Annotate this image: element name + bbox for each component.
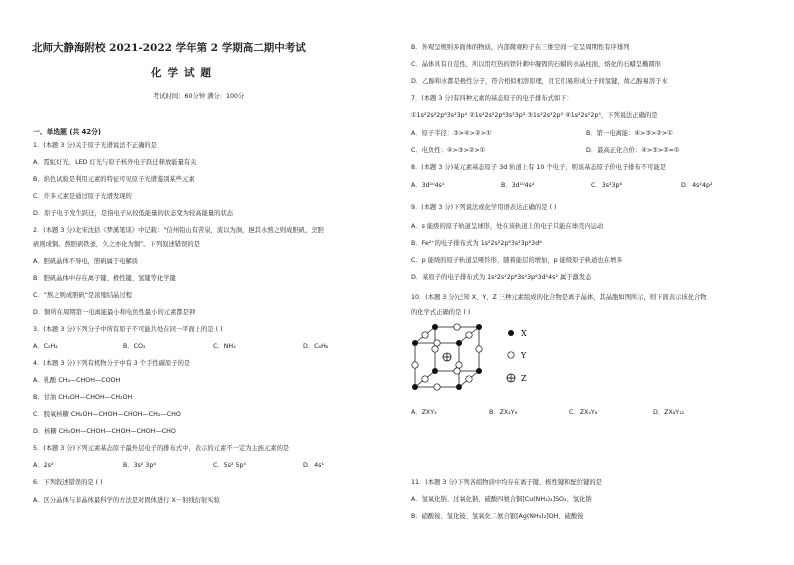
q8-option-b: B．3d¹⁰4s² [501,182,535,189]
question-4: 4．(本题 3 分)下列有机物分子中有 3 个手性碳原子的是 [33,360,191,367]
atom-x [456,340,462,346]
question-7: 7．(本题 3 分)有四种元素的基态原子的电子排布式如下： [411,95,573,102]
q10-option-a: A．ZXY₃ [411,409,437,416]
q5-option-a: A．2s² [33,462,54,469]
q6-option-c: C．晶体具有自范性，所以用红热的铁针刺中凝固的石蜡的水晶柱面，熔化的石蜡呈椭圆形 [411,61,661,68]
q1-option-c: C．许多元素是通过原子光谱发现的 [33,193,132,200]
question-10-line-1: 10．(本题 3 分)已知 X、Y、Z 三种元素组成的化合物是离子晶体，其晶胞如图所示，则下面表示该化合物 [411,294,707,301]
q9-option-a: A．s 能级的原子轨道呈球形，处在该轨道上的电子只能在球壳内运动 [411,223,604,230]
question-8: 8．(本题 3 分)某元素基态原子 3d 轨道上有 10 个电子，则该基态原子价电子排布不可能是 [411,164,667,171]
q10-option-b: B．ZX₂Y₆ [489,409,518,416]
q8-option-c: C．3s²3p⁶ [591,182,623,189]
q3-option-c: C．NH₃ [213,343,236,350]
q10-option-d: D．ZX₈Y₁₂ [653,409,685,416]
q8-option-a: A．3d¹⁰4s¹ [411,182,445,189]
legend-y-label: Y [521,351,527,360]
q4-option-a: A．乳酸 CH₃—CHOH—COOH [33,377,121,384]
atom-y [476,346,482,352]
question-9: 9．(本题 3 分)下列说法或化学用语表达正确的是 ( ) [411,204,557,211]
atom-y [456,362,462,368]
question-11: 11．(本题 3 分)下列各组物质中均存在离子键、极性键和配位键的是 [411,479,602,486]
question-10-line-2: 的化学式正确的是 ( ) [411,309,471,316]
atom-x [412,340,418,346]
atom-y [434,384,440,390]
q5-option-d: D．4s¹ [303,462,324,469]
q2-option-d: D．铜所在周期第一电离能最小和电负性最小的元素都是钾 [33,309,196,316]
q11-option-b: B．硝酸铵、氢化铵、氢氧化二氨合银[Ag(NH₃)₂]OH、硫酸铵 [411,513,584,520]
q1-option-b: B．焰色试验是利用元素的特征可见原子光谱鉴别某些元素 [33,176,195,183]
atom-y [422,376,428,382]
q5-option-c: C．5s² 5p⁵ [213,462,247,469]
q9-option-b: B．Fe²⁺的电子排布式为 1s²2s²2p⁶3s²3p⁶3d⁶ [411,240,542,247]
atom-x [456,384,462,390]
atom-x [476,368,482,374]
question-2-line-1: 2．(本题 3 分)北宋沈括《梦溪笔谈》中记载：“信州铅山有苦泉，流以为涧，挹其水熬之则成胆矾，烹胆 [33,227,324,234]
q5-option-b: B．3s² 3p⁴ [123,462,156,469]
atom-y [434,340,440,346]
q7-option-b: B．第一电离能：④>③>②>① [586,130,673,137]
q4-option-b: B．甘油 CH₂OH—CHOH—CH₂OH [33,394,133,401]
q2-option-c: C．“熬之则成胆矾”是浓缩结晶过程 [33,292,133,299]
atom-y [432,346,438,352]
legend-z-label: Z [521,374,527,383]
subject-title: 化学试题 [151,67,217,79]
atom-y [466,332,472,338]
section-heading: 一、单选题 (共 42分) [33,128,101,136]
atom-x [432,324,438,330]
q4-option-d: D．核糖 CH₂OH—CHOH—CHOH—CHOH—CHO [33,428,176,435]
q6-option-b: B．外观呈规则多面体的物质，内部微观粒子在三维空间一定呈周期性有序排列 [411,44,630,51]
q9-option-c: C．p 能级的原子轨道呈哑铃形，随着能层的增加，p 能级原子轨道也在增多 [411,257,623,264]
exam-info: 考试时间：60分钟 满分：100分 [153,93,245,100]
question-6: 6．下列叙述错误的是 ( ) [33,479,103,486]
q7-option-d: D．最高正化合价：④>③>②=① [586,147,680,154]
q6-option-a: A．区分晶体与非晶体最科学的方法是对固体进行 X－射线衍射实验 [33,497,220,504]
atom-x [432,368,438,374]
question-3: 3．(本题 3 分)下列分子中所有原子不可能共处在同一平面上的是 ( ) [33,326,223,333]
q7-configs: ①1s²2s²2p⁶3s²3p⁴ ②1s²2s²2p⁶3s²3p³ ③1s²2s²2p³ ④1s²2s²2p⁵，下列说法正确的是 [411,112,658,119]
unit-cell-figure [411,323,551,398]
q3-option-a: A．C₂H₂ [33,343,58,350]
q7-option-a: A．原子半径：③>④>②>① [411,130,492,137]
q7-option-c: C．电负性：④>③>②>① [411,147,486,154]
q6-option-d: D．乙醇和水都是极性分子，符合相似相溶原理，且它们易形成分子间氢键，故乙醇易溶于水 [411,78,668,85]
atom-y [454,324,460,330]
atom-y [412,362,418,368]
atom-z [443,353,451,361]
question-1: 1．(本题 3 分)关于原子光谱说法不正确的是 [33,142,157,149]
legend-z-marker [507,374,515,382]
atom-x [412,384,418,390]
q8-option-d: D．4s²4p² [681,182,713,189]
question-2-line-2: 矾则成铜。熬胆矾铁釜，久之亦化为铜”。下列叙述错误的是 [33,241,200,248]
atom-y [466,376,472,382]
exam-title: 北师大静海附校 2021-2022 学年第 2 学期高二期中考试 [32,42,306,54]
question-5: 5．(本题 3 分)下列元素基态原子最外层电子的排布式中，表示的元素不一定为主族元素的是 [33,445,290,452]
legend-y-marker [508,352,514,358]
q2-option-b: B．胆矾晶体中存在离子键、极性键、氢键等化学键 [33,275,176,282]
atom-y [454,368,460,374]
q9-option-d: D．某原子的电子排布式为 1s²2s²2p⁶3s²3p⁶3d¹4s² 属于激发态 [411,274,592,281]
q3-option-d: D．C₆H₆ [303,343,329,350]
q4-option-c: C．脱氧核糖 CH₂OH—CHOH—CHOH—CH₂—CHO [33,411,181,418]
q10-option-c: C．ZX₄Y₈ [569,409,598,416]
q1-option-d: D．原子电子发生跃迁，是指电子从较低能量的状态变为较高能量的状态 [33,210,234,217]
q11-option-a: A．氢氧化钠、过氧化钠、硫酸四氨合铜[Cu(NH₃)₄]SO₄、氢化钠 [411,496,592,503]
legend-x-marker [508,330,514,336]
q2-option-a: A．胆矾晶体不导电，胆矾属于电解质 [33,258,139,265]
atom-x [476,324,482,330]
legend-x-label: X [521,329,527,338]
q1-option-a: A．霓虹灯光、LED 灯光与原子核外电子跃迁释放能量有关 [33,159,197,166]
atom-y [422,332,428,338]
q3-option-b: B．CO₂ [123,343,146,350]
